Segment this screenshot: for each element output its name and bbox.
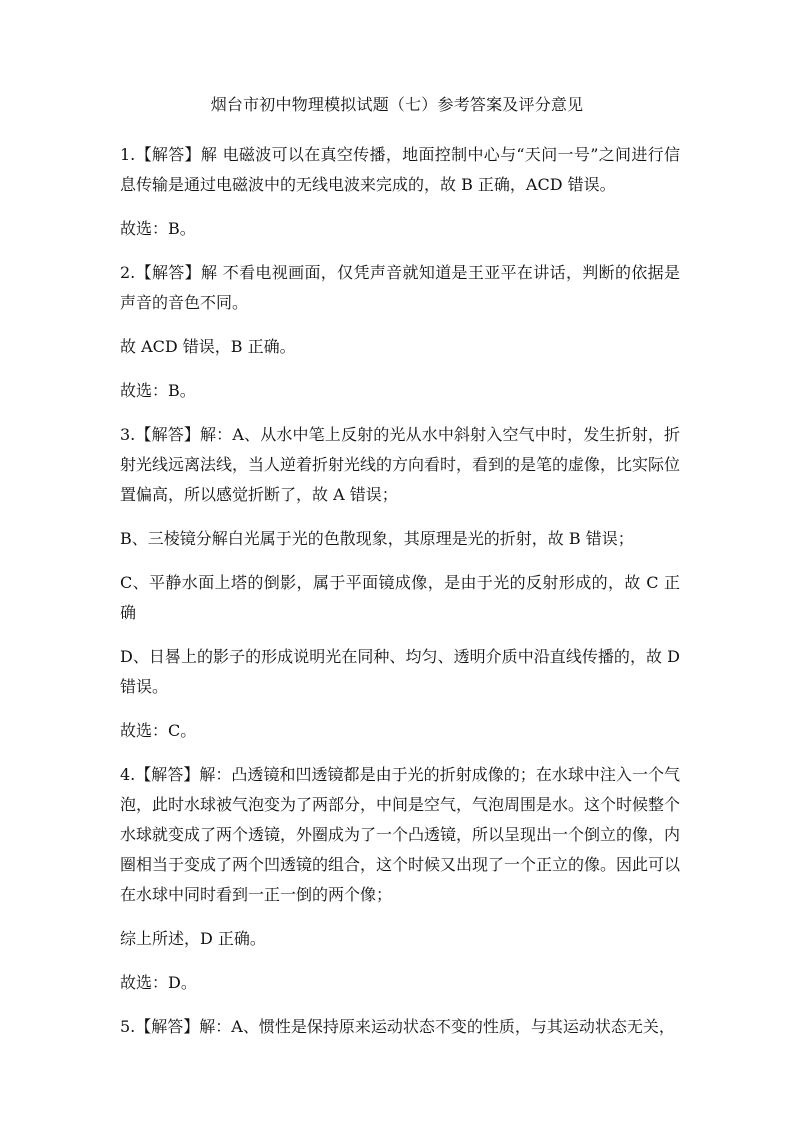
answer-3-option-c: C、平静水面上塔的倒影，属于平面镜成像，是由于光的反射形成的，故 C 正确 (120, 573, 680, 622)
answer-1-text: 1.【解答】解 电磁波可以在真空传播，地面控制中心与“天问一号”之间进行信息传输是通过电磁波中的无线电波来完成的，故 B 正确，ACD 错误。 (120, 145, 680, 194)
answer-4-text: 4.【解答】解：凸透镜和凹透镜都是由于光的折射成像的；在水球中注入一个气泡，此时水球被气泡变为了两部分，中间是空气，气泡周围是水。这个时候整个水球就变成了两个透镜，外圈成为了一个凸透镜，所以呈现出一个倒立的像，内圈相当于变成了两个凹透镜的组合，这个时候又出现了一个正立的像。因此可以在水球中同时看到一正一倒的两个像； (120, 765, 681, 904)
answer-3-option-a: 3.【解答】解：A、从水中笔上反射的光从水中斜射入空气中时，发生折射，折射光线远离法线，当人逆着折射光线的方向看时，看到的是笔的虚像，比实际位置偏高，所以感觉折断了，故 A 错误； (120, 425, 681, 504)
document-title: 烟台市初中物理模拟试题（七）参考答案及评分意见 (210, 95, 584, 114)
answer-3-choice: 故选：C。 (120, 721, 197, 740)
answer-2-text: 2.【解答】解 不看电视画面，仅凭声音就知道是王亚平在讲话，判断的依据是声音的音色不同。 (120, 263, 680, 312)
answer-2-choice: 故选：B。 (120, 381, 196, 400)
answer-5-text: 5.【解答】解：A、惯性是保持原来运动状态不变的性质，与其运动状态无关， (120, 1017, 675, 1036)
answer-4-choice: 故选：D。 (120, 973, 197, 992)
answer-3-option-b: B、三棱镜分解白光属于光的色散现象，其原理是光的折射，故 B 错误； (120, 529, 634, 548)
answer-content (120, 140, 680, 1056)
answer-3-option-d: D、日晷上的影子的形成说明光在同种、均匀、透明介质中沿直线传播的，故 D 错误。 (120, 647, 680, 696)
answer-4-summary: 综上所述，D 正确。 (120, 929, 266, 948)
answer-1-choice: 故选：B。 (120, 219, 196, 238)
answer-2-conclusion: 故 ACD 错误，B 正确。 (120, 337, 296, 356)
